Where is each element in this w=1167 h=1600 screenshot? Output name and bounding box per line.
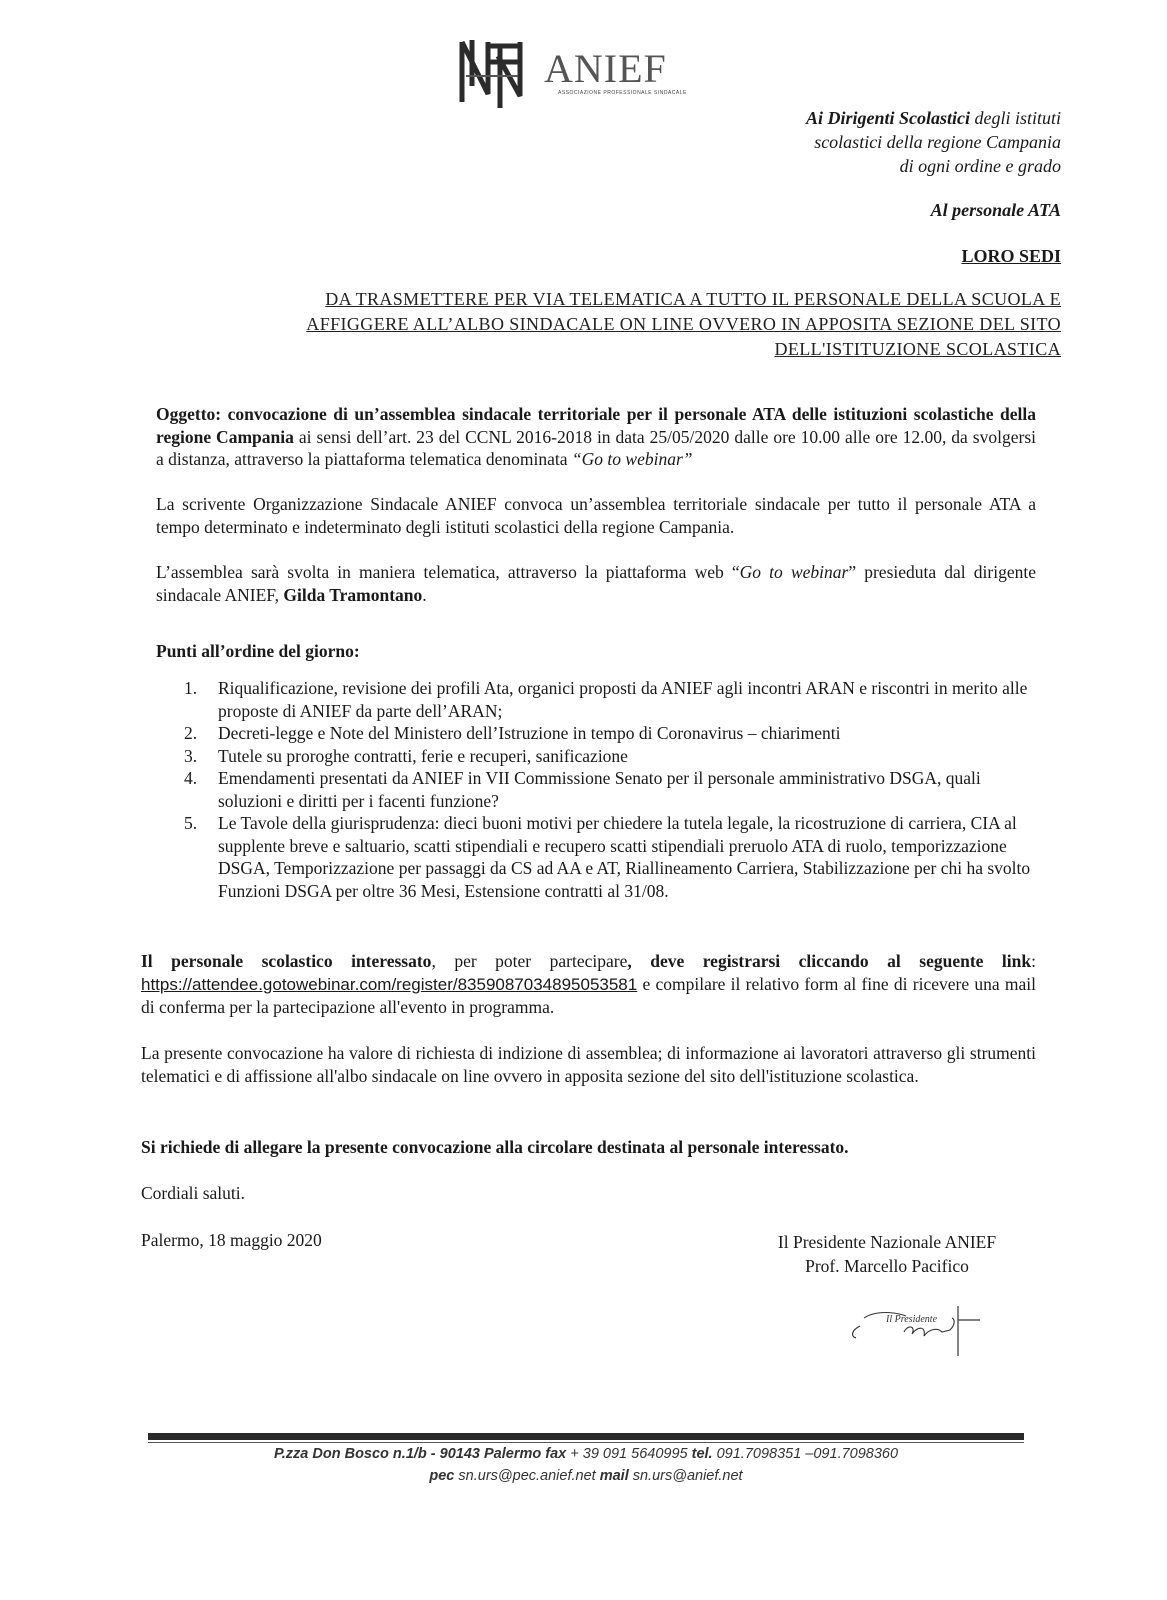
agenda-item-text: Emendamenti presentati da ANIEF in VII Commissione Senato per il personale amministrativo DSGA, quali soluzioni e diritti per i facenti funzione?	[218, 768, 981, 811]
subject-platform: “Go to webinar”	[571, 449, 693, 469]
agenda-item	[184, 812, 1034, 902]
svg-text:ANIEF: ANIEF	[544, 46, 667, 91]
signer-block	[762, 1230, 1012, 1278]
webinar-platform: Go to webinar	[739, 562, 849, 582]
footer-divider	[148, 1433, 1024, 1440]
footer-tel: 091.7098351 –091.7098360	[712, 1446, 899, 1462]
anief-logo	[458, 36, 708, 112]
footer-mail-label: mail	[599, 1468, 629, 1484]
addressee-line-1	[641, 106, 1061, 130]
convocation-paragraph: La presente convocazione ha valore di richiesta di indizione di assemblea; di informazione ai lavoratori attraverso gli strumenti telematici e di affissione all'albo sindacale on line ovvero in apposita sezione del sito dell'istituzione scolastica.	[141, 1043, 1036, 1086]
agenda-item	[184, 767, 1034, 812]
addressee-line-1-rest: degli istituti	[969, 108, 1061, 128]
registration-link[interactable]: https://attendee.gotowebinar.com/register/8359087034895053581	[141, 974, 638, 994]
agenda-item-number: 1.	[184, 678, 198, 698]
agenda-list	[184, 677, 1034, 902]
loro-sedi: LORO SEDI	[961, 246, 1061, 266]
svg-text:Il Presidente: Il Presidente	[886, 1314, 938, 1325]
registration-rest: e compilare il relativo form al fine di ricevere una mail di conferma per la partecipazione all'evento in programma.	[141, 973, 1036, 1017]
agenda-item-number: 5.	[184, 813, 198, 833]
registration-mid: , per poter partecipare	[431, 951, 628, 971]
webinar-chair-name: Gilda Tramontano	[283, 584, 423, 605]
subject-bold: Oggetto: convocazione di un’assemblea sindacale territoriale per il personale ATA delle istituzioni scolastiche della regione Campania	[156, 404, 1036, 447]
registration-bold-1: Il personale scolastico interessato	[141, 951, 432, 971]
footer-address: P.zza Don Bosco n.1/b - 90143 Palermo	[273, 1446, 546, 1462]
footer-line-1	[148, 1443, 1024, 1465]
footer-fax: + 39 091 5640995	[566, 1446, 692, 1462]
registration-bold-2: , deve registrarsi cliccando al seguente link	[627, 951, 1032, 971]
webinar-paragraph	[156, 561, 1036, 606]
addressees-block	[641, 106, 1061, 178]
subject-rest: ai sensi dell’art. 23 del CCNL 2016-2018 in data 25/05/2020 dalle ore 10.00 alle ore 12.00, da svolgersi a distanza, attraverso la piattaforma telematica denominata	[156, 426, 1036, 469]
agenda-title: Punti all’ordine del giorno:	[156, 641, 360, 661]
footer-fax-label: fax	[545, 1446, 567, 1462]
footer-mail: sn.urs@anief.net	[628, 1468, 743, 1484]
agenda-item-number: 4.	[184, 768, 198, 788]
webinar-end: .	[422, 584, 427, 605]
agenda-item-text: Tutele su proroghe contratti, ferie e recuperi, sanificazione	[218, 745, 628, 766]
agenda-item	[184, 722, 1034, 745]
registration-colon: :	[1031, 951, 1036, 971]
signer-title: Il Presidente Nazionale ANIEF	[777, 1232, 997, 1252]
footer-tel-label: tel.	[691, 1446, 713, 1462]
webinar-text-2: ” presieduta dal dirigente sindacale ANIEF,	[156, 562, 1036, 605]
footer-pec-label: pec	[429, 1468, 455, 1484]
agenda-item	[184, 677, 1034, 722]
anief-monogram-icon	[458, 36, 708, 112]
registration-paragraph	[141, 950, 1036, 1019]
transmit-line-3: DELL'ISTITUZIONE SCOLASTICA	[774, 339, 1061, 359]
logo-subtitle: ASSOCIAZIONE PROFESSIONALE SINDACALE	[558, 90, 687, 96]
intro-paragraph: La scrivente Organizzazione Sindacale ANIEF convoca un’assemblea territoriale sindacale per tutto il personale ATA a tempo determinato e indeterminato degli istituti scolastici della regione Campania.	[156, 494, 1036, 537]
transmit-line-1: DA TRASMETTERE PER VIA TELEMATICA A TUTTO IL PERSONALE DELLA SCUOLA E	[325, 289, 1061, 309]
footer-contacts	[148, 1443, 1024, 1487]
attach-request: Si richiede di allegare la presente convocazione alla circolare destinata al personale interessato.	[141, 1137, 849, 1157]
closing-greeting: Cordiali saluti.	[141, 1183, 246, 1203]
transmit-notice	[181, 287, 1061, 362]
handwritten-signature	[846, 1296, 986, 1358]
webinar-text-1: L’assemblea sarà svolta in maniera telematica, attraverso la piattaforma web “	[156, 562, 740, 582]
addressee-ata: Al personale ATA	[930, 200, 1061, 220]
agenda-item	[184, 745, 1034, 768]
agenda-item-text: Riqualificazione, revisione dei profili Ata, organici proposti da ANIEF agli incontri ARAN e riscontri in merito alle proposte di ANIEF da parte dell’ARAN;	[218, 678, 1028, 721]
agenda-item-text: Decreti-legge e Note del Ministero dell’Istruzione in tempo di Coronavirus – chiarimenti	[218, 723, 841, 743]
agenda-item-text: Le Tavole della giurisprudenza: dieci buoni motivi per chiedere la tutela legale, la ricostruzione di carriera, CIA al supplente breve e saltuario, scatti stipendiali e recupero scatti stipendiali preruolo ATA di ruolo, temporizzazione DSGA, Temporizzazione per passaggi da CS ad AA e AT, Riallineamento Carriera, Stabilizzazione per chi ha svolto Funzioni DSGA per oltre 36 Mesi, Estensione contratti al 31/08.	[218, 813, 1031, 901]
agenda-item-number: 3.	[184, 745, 198, 766]
addressee-line-3: di ogni ordine e grado	[899, 156, 1061, 176]
signer-name: Prof. Marcello Pacifico	[805, 1256, 969, 1276]
subject-paragraph	[156, 403, 1036, 471]
agenda-item-number: 2.	[184, 723, 198, 743]
place-date: Palermo, 18 maggio 2020	[141, 1230, 322, 1250]
footer-pec: sn.urs@pec.anief.net	[454, 1468, 600, 1484]
signature-icon	[846, 1296, 986, 1358]
footer-line-2	[148, 1465, 1024, 1487]
transmit-line-2: AFFIGGERE ALL’ALBO SINDACALE ON LINE OVVERO IN APPOSITA SEZIONE DEL SITO	[306, 314, 1061, 334]
addressee-line-2: scolastici della regione Campania	[814, 132, 1061, 152]
addressee-dirigenti: Ai Dirigenti Scolastici	[805, 108, 970, 128]
